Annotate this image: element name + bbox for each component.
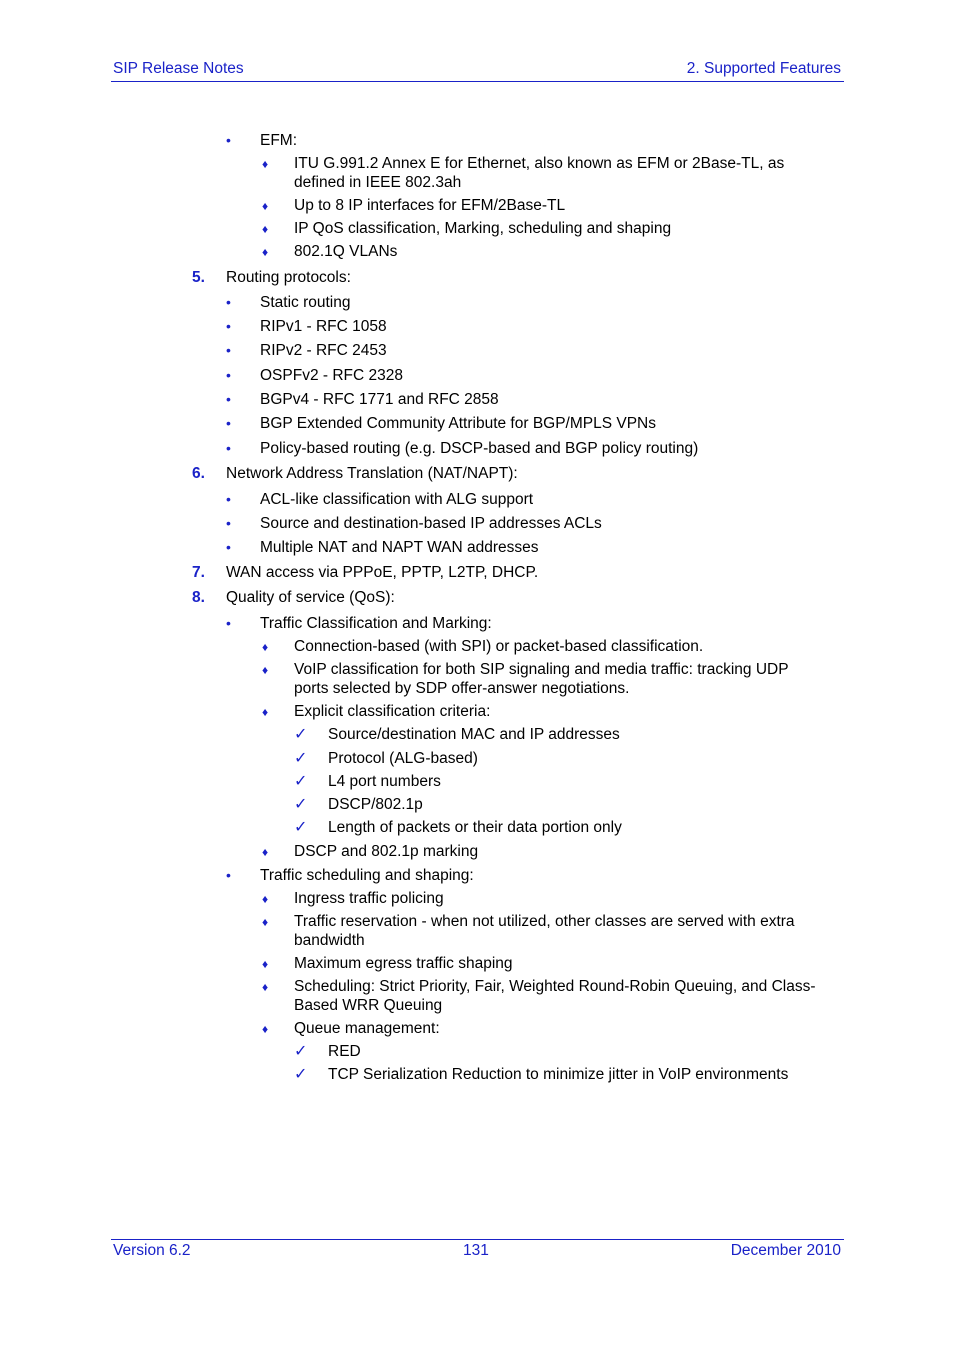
diamond-icon: ♦ [262,663,269,677]
list-item: 802.1Q VLANs [294,243,398,260]
list-item: BGPv4 - RFC 1771 and RFC 2858 [260,391,499,408]
list-item: IP QoS classification, Marking, scheduling and shaping [294,220,672,237]
list-item: VoIP classification for both SIP signaling and media traffic: tracking UDP [294,661,789,678]
list-item: DSCP and 802.1p marking [294,843,479,860]
list-item: TCP Serialization Reduction to minimize jitter in VoIP environments [328,1066,789,1083]
diamond-icon: ♦ [262,1022,269,1036]
header-doc-title: SIP Release Notes [113,60,244,77]
check-icon: ✓ [294,796,308,813]
list-item: Source/destination MAC and IP addresses [328,726,620,743]
bullet-icon: • [226,615,231,631]
diamond-icon: ♦ [262,915,269,929]
list-item: RIPv1 - RFC 1058 [260,318,387,335]
diamond-icon: ♦ [262,199,269,213]
list-item-wan: WAN access via PPPoE, PPTP, L2TP, DHCP. [226,564,539,581]
diamond-icon: ♦ [262,980,269,994]
diamond-icon: ♦ [262,245,269,259]
list-number: 5. [192,269,205,286]
check-icon: ✓ [294,1066,308,1083]
list-item: ITU G.991.2 Annex E for Ethernet, also known as EFM or 2Base-TL, as [294,155,785,172]
check-icon: ✓ [294,726,308,743]
bullet-icon: • [226,539,231,555]
list-item: Connection-based (with SPI) or packet-based classification. [294,638,704,655]
list-item-routing: Routing protocols: [226,269,351,286]
page-number: 131 [463,1242,489,1259]
bullet-icon: • [226,491,231,507]
list-item: L4 port numbers [328,773,441,790]
page-header [111,59,844,82]
page-footer [111,1239,844,1259]
diamond-icon: ♦ [262,705,269,719]
diamond-icon: ♦ [262,222,269,236]
list-item: Maximum egress traffic shaping [294,955,513,972]
bullet-icon: • [226,515,231,531]
check-icon: ✓ [294,1043,308,1060]
list-item: Policy-based routing (e.g. DSCP-based and BGP policy routing) [260,440,699,457]
diamond-icon: ♦ [262,640,269,654]
list-item: Source and destination-based IP addresses ACLs [260,515,602,532]
footer-date: December 2010 [730,1242,841,1259]
list-item: OSPFv2 - RFC 2328 [260,367,403,384]
list-item: Ingress traffic policing [294,890,444,907]
header-section-title: 2. Supported Features [686,60,841,77]
list-item: Scheduling: Strict Priority, Fair, Weighted Round-Robin Queuing, and Class- [294,978,816,995]
list-item-continuation: ports selected by SDP offer-answer negotiations. [294,680,630,697]
footer-version: Version 6.2 [113,1242,191,1259]
list-item-continuation: Based WRR Queuing [294,997,443,1014]
bullet-icon: • [226,294,231,310]
list-number: 7. [192,564,205,581]
list-number: 8. [192,589,205,606]
bullet-icon: • [226,867,231,883]
list-item-qos: Quality of service (QoS): [226,589,395,606]
list-item: Multiple NAT and NAPT WAN addresses [260,539,539,556]
diamond-icon: ♦ [262,845,269,859]
list-item: Traffic Classification and Marking: [260,615,492,632]
list-item: Traffic scheduling and shaping: [260,867,474,884]
list-number: 6. [192,465,205,482]
bullet-icon: • [226,440,231,456]
list-item: Length of packets or their data portion only [328,819,622,836]
bullet-icon: • [226,342,231,358]
diamond-icon: ♦ [262,157,269,171]
list-item: RED [328,1043,361,1060]
list-item: Static routing [260,294,351,311]
bullet-icon: • [226,318,231,334]
list-item: Protocol (ALG-based) [328,750,478,767]
diamond-icon: ♦ [262,892,269,906]
check-icon: ✓ [294,819,308,836]
list-item: Explicit classification criteria: [294,703,491,720]
list-item: Up to 8 IP interfaces for EFM/2Base-TL [294,197,566,214]
check-icon: ✓ [294,773,308,790]
list-item: BGP Extended Community Attribute for BGP/MPLS VPNs [260,415,656,432]
list-item: RIPv2 - RFC 2453 [260,342,387,359]
list-item-continuation: bandwidth [294,932,365,949]
list-item: DSCP/802.1p [328,796,423,813]
diamond-icon: ♦ [262,957,269,971]
list-item-efm: EFM: [260,132,298,149]
list-item-nat: Network Address Translation (NAT/NAPT): [226,465,518,482]
list-item-continuation: defined in IEEE 802.3ah [294,174,462,191]
bullet-icon: • [226,391,231,407]
bullet-icon: • [226,132,231,148]
list-item: Queue management: [294,1020,440,1037]
list-item: ACL-like classification with ALG support [260,491,534,508]
bullet-icon: • [226,415,231,431]
bullet-icon: • [226,367,231,383]
check-icon: ✓ [294,750,308,767]
list-item: Traffic reservation - when not utilized, other classes are served with extra [294,913,795,930]
